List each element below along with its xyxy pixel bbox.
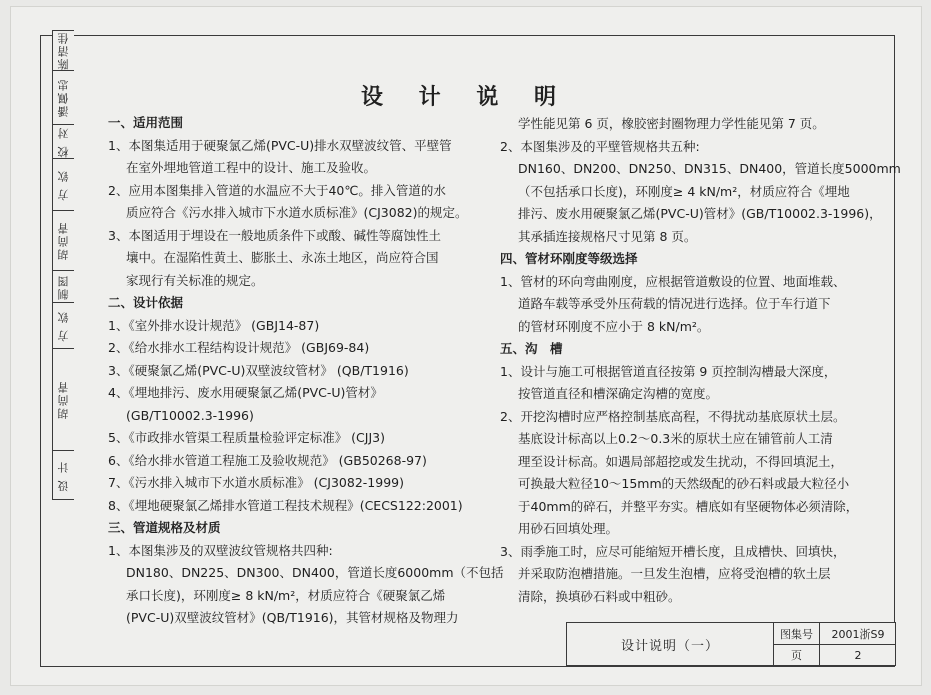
text-line: DN180、DN225、DN300、DN400，管道长度6000mm（不包括 xyxy=(126,565,504,580)
text-line: 3、《硬聚氯乙烯(PVC-U)双壁波纹管材》 (QB/T1916) xyxy=(108,362,409,378)
text-line: 按管道直径和槽深确定沟槽的宽度。 xyxy=(518,386,719,401)
text-line: 并采取防泡槽措施。一旦发生泡槽，应将受泡槽的软土层 xyxy=(518,566,831,581)
text-line: (GB/T10002.3-1996) xyxy=(126,407,254,423)
text-line: 质应符合《污水排入城市下水道水质标准》(CJ3082)的规定。 xyxy=(126,205,468,220)
text-line: 7、《污水排入城市下水道水质标准》 (CJ3082-1999) xyxy=(108,475,404,490)
text-line: 1、管材的环向弯曲刚度，应根据管道敷设的位置、地面堆载、 xyxy=(500,273,846,289)
text-line: 可换最大粒径10～15mm的天然级配的砂石料或最大粒径小 xyxy=(518,476,850,491)
text-line: 3、本图适用于埋设在一般地质条件下或酸、碱性等腐蚀性土 xyxy=(108,227,441,243)
text-line: 1、设计与施工可根据管道直径按第 9 页控制沟槽最大深度， xyxy=(500,363,837,379)
text-line: 6、《给水排水管道工程施工及验收规范》 (GB50268-97) xyxy=(108,452,427,468)
section-heading: 三、管道规格及材质 xyxy=(108,520,221,535)
strip-cell: 校 对 xyxy=(53,125,74,159)
text-line: 8、《埋地硬聚氯乙烯排水管道工程技术规程》(CECS122:2001) xyxy=(108,497,463,513)
strip-cell: 胡尚青 xyxy=(53,211,74,271)
strip-cell: 方 钦 xyxy=(53,303,74,349)
page-title: 设 计 说 明 xyxy=(361,85,570,110)
text-line: 2、《给水排水工程结构设计规范》 (GBJ69-84) xyxy=(108,340,370,355)
text-line: 壤中。在湿陷性黄土、膨胀土、永冻土地区，尚应符合国 xyxy=(126,250,439,265)
text-line: 清除，换填砂石料或中粗砂。 xyxy=(518,588,681,604)
strip-cell: 方 钦 xyxy=(53,159,74,211)
text-line: （不包括承口长度)，环刚度≥ 4 kN/m²，材质应符合《埋地 xyxy=(518,183,850,199)
text-line: 学性能见第 6 页，橡胶密封圈物理力学性能见第 7 页。 xyxy=(518,116,825,131)
strip-cell: 陈清佳 xyxy=(53,31,74,71)
section-heading: 一、适用范围 xyxy=(108,115,184,130)
text-line: 5、《市政排水管渠工程质量检验评定标准》 (CJJ3) xyxy=(108,430,385,445)
strip-cell: 制图 xyxy=(53,271,74,303)
text-line: 在室外埋地管道工程中的设计、施工及验收。 xyxy=(126,160,377,175)
page-value: 2 xyxy=(854,648,862,662)
text-line: 1、《室外排水设计规范》 (GBJ14-87) xyxy=(108,317,320,333)
drawing-name: 设计说明（一） xyxy=(567,623,774,665)
text-line: 4、《埋地排污、废水用硬聚氯乙烯(PVC-U)管材》 xyxy=(108,385,383,400)
left-column xyxy=(108,112,504,630)
section-heading: 四、管材环刚度等级选择 xyxy=(500,251,638,266)
text-line: 1、本图集适用于硬聚氯乙烯(PVC-U)排水双壁波纹管、平壁管 xyxy=(108,137,452,153)
page-label: 页 xyxy=(774,645,820,665)
text-line: 基底设计标高以上0.2～0.3米的原状土应在铺管前人工清 xyxy=(518,431,833,446)
text-line: 承口长度)，环刚度≥ 8 kN/m²，材质应符合《硬聚氯乙烯 xyxy=(126,587,446,603)
text-line: 家现行有关标准的规定。 xyxy=(126,272,264,288)
text-line: 2、本图集涉及的平壁管规格共五种: xyxy=(500,138,700,154)
strip-cell: 设 计 xyxy=(56,460,70,492)
strip-cell: 胡尚青 xyxy=(53,349,74,451)
section-heading: 二、设计依据 xyxy=(108,295,184,310)
text-line: 3、雨季施工时，应尽可能缩短开槽长度，且成槽快、回填快， xyxy=(500,543,846,559)
text-line: (PVC-U)双壁波纹管材》(QB/T1916)，其管材规格及物理力 xyxy=(126,610,459,625)
text-line: 理至设计标高。如遇局部超挖或发生扰动，不得回填泥土， xyxy=(518,453,844,469)
text-line: 用砂石回填处理。 xyxy=(518,521,619,536)
text-line: 2、应用本图集排入管道的水温应不大于40℃。排入管道的水 xyxy=(108,182,446,198)
text-line: 其承插连接规格尺寸见第 8 页。 xyxy=(518,228,697,244)
text-line: DN160、DN200、DN250、DN315、DN400，管道长度5000mm xyxy=(518,161,901,176)
section-heading: 五、沟 槽 xyxy=(500,341,563,356)
text-line: 的管材环刚度不应小于 8 kN/m²。 xyxy=(518,318,710,334)
strip-cell: 潘佩忠 xyxy=(53,71,74,125)
text-line: 道路车载等承受外压荷载的情况进行选择。位于车行道下 xyxy=(518,296,831,311)
text-line: 1、本图集涉及的双壁波纹管规格共四种: xyxy=(108,542,333,558)
text-line: 于40mm的碎石，并整平夯实。槽底如有坚硬物体必须清除， xyxy=(518,498,859,514)
right-column xyxy=(500,113,901,608)
atlas-label: 图集号 xyxy=(774,623,820,645)
text-line: 排污、废水用硬聚氯乙烯(PVC-U)管材》(GB/T10002.3-1996)， xyxy=(518,206,882,221)
text-line: 2、开挖沟槽时应严格控制基底高程，不得扰动基底原状土层。 xyxy=(500,408,846,424)
atlas-value: 2001浙S9 xyxy=(820,623,896,645)
title-block xyxy=(566,622,896,666)
